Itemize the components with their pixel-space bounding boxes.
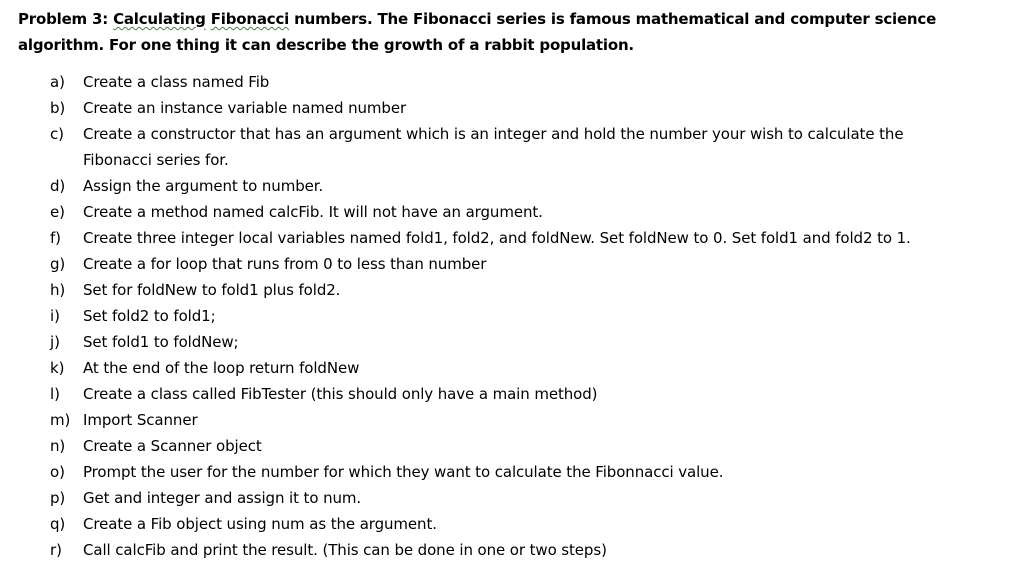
list-item-text: Create a class called FibTester (this should only have a main method) [83, 385, 598, 403]
list-item-text: Create an instance variable named number [83, 99, 407, 117]
heading-prefix: Problem 3: [18, 10, 114, 28]
list-item-text: Create a class named Fib [83, 73, 270, 91]
list-marker: q) [50, 515, 66, 533]
list-item-text: Create a Fib object using num as the argument. [83, 515, 437, 533]
list-item [0, 407, 1010, 433]
list-item-text: Create three integer local variables named fold1, fold2, and foldNew. Set foldNew to 0. Set fold1 and fold2 to 1. [83, 229, 911, 247]
list-item [0, 121, 1010, 173]
list-item [0, 459, 1010, 485]
list-item-text: Get and integer and assign it to num. [83, 489, 362, 507]
list-item [0, 303, 1010, 329]
list-marker: m) [50, 411, 71, 429]
list-item [0, 225, 1010, 251]
list-item-text: Assign the argument to number. [83, 177, 324, 195]
list-item [0, 355, 1010, 381]
list-marker: k) [50, 359, 65, 377]
list-marker: c) [50, 125, 64, 143]
list-item [0, 433, 1010, 459]
list-item [0, 173, 1010, 199]
list-marker: f) [50, 229, 61, 247]
list-item [0, 511, 1010, 537]
list-item-text-line-1: Create a constructor that has an argument which is an integer and hold the number your wish to calculate the [83, 125, 904, 143]
heading-rest: numbers. The Fibonacci series is famous mathematical and computer science [289, 10, 937, 28]
list-marker: p) [50, 489, 66, 507]
list-item-text: Call calcFib and print the result. (This can be done in one or two steps) [83, 541, 607, 559]
list-item [0, 485, 1010, 511]
list-item [0, 69, 1010, 95]
list-marker: l) [50, 385, 60, 403]
list-item-text: Set for foldNew to fold1 plus fold2. [83, 281, 341, 299]
list-item-text: Import Scanner [83, 411, 198, 429]
list-item [0, 381, 1010, 407]
list-marker: g) [50, 255, 66, 273]
list-item-text: Set fold2 to fold1; [83, 307, 216, 325]
list-item-text: Set fold1 to foldNew; [83, 333, 239, 351]
list-marker: r) [50, 541, 62, 559]
list-item [0, 199, 1010, 225]
heading-line-1 [18, 6, 1003, 32]
list-marker: o) [50, 463, 65, 481]
list-marker: b) [50, 99, 66, 117]
list-marker: n) [50, 437, 66, 455]
list-item [0, 95, 1010, 121]
list-item [0, 329, 1010, 355]
problem-heading [18, 6, 1003, 58]
list-item [0, 277, 1010, 303]
list-item-text: At the end of the loop return foldNew [83, 359, 360, 377]
heading-line-2: algorithm. For one thing it can describe the growth of a rabbit population. [18, 36, 634, 54]
list-marker: i) [50, 307, 60, 325]
list-marker: d) [50, 177, 66, 195]
list-item [0, 251, 1010, 277]
list-marker: h) [50, 281, 66, 299]
heading-word-fibonacci: Fibonacci [210, 10, 290, 28]
list-marker: e) [50, 203, 65, 221]
list-item-text-line-2: Fibonacci series for. [83, 151, 229, 169]
list-marker: j) [50, 333, 60, 351]
list-item-text: Prompt the user for the number for which they want to calculate the Fibonnacci value. [83, 463, 724, 481]
list-marker: a) [50, 73, 65, 91]
list-item-text: Create a for loop that runs from 0 to less than number [83, 255, 487, 273]
list-item-text: Create a method named calcFib. It will not have an argument. [83, 203, 543, 221]
list-item [0, 537, 1010, 563]
heading-word-calculating: Calculating [113, 10, 206, 28]
instruction-list [0, 69, 1010, 563]
list-item-text [83, 121, 903, 173]
list-item-text: Create a Scanner object [83, 437, 262, 455]
